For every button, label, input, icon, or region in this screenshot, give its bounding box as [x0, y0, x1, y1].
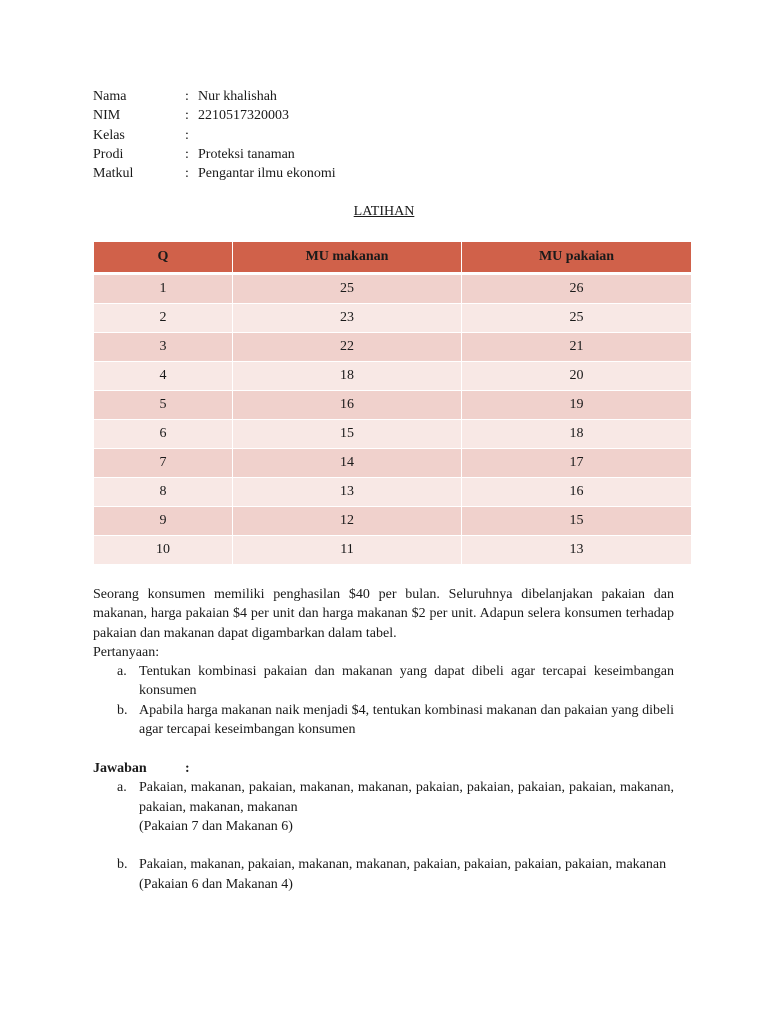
cell-mu-makanan: 25: [233, 274, 462, 304]
identity-label: Prodi: [93, 146, 124, 162]
identity-label: NIM: [93, 108, 121, 124]
cell-mu-makanan: 22: [233, 333, 462, 362]
answer-marker: b.: [117, 857, 128, 873]
identity-block: [93, 87, 336, 183]
cell-mu-makanan: 18: [233, 362, 462, 391]
identity-value: 2210517320003: [198, 108, 289, 124]
questions-label: Pertanyaan:: [93, 644, 160, 660]
table-row: [94, 536, 692, 565]
answer-text: Pakaian, makanan, pakaian, makanan, makanan, pakaian, pakaian, pakaian, pakaian, makanan: [139, 857, 667, 873]
cell-q: 8: [94, 478, 233, 507]
answer-result: (Pakaian 7 dan Makanan 6): [139, 818, 293, 834]
table-row: [94, 507, 692, 536]
header-q: Q: [94, 242, 233, 274]
cell-mu-makanan: 11: [233, 536, 462, 565]
question-item: [93, 662, 674, 701]
cell-mu-makanan: 13: [233, 478, 462, 507]
question-marker: a.: [117, 664, 127, 680]
cell-q: 4: [94, 362, 233, 391]
table-row: [94, 391, 692, 420]
table-row: [94, 333, 692, 362]
cell-mu-pakaian: 15: [462, 507, 692, 536]
problem-section: [93, 585, 674, 739]
question-marker: b.: [117, 702, 128, 718]
cell-mu-makanan: 16: [233, 391, 462, 420]
table-row: [94, 449, 692, 478]
cell-q: 2: [94, 304, 233, 333]
cell-mu-makanan: 12: [233, 507, 462, 536]
identity-colon: :: [185, 166, 189, 182]
identity-row-kelas: [93, 126, 336, 145]
cell-mu-pakaian: 16: [462, 478, 692, 507]
page-title: LATIHAN: [353, 204, 415, 219]
identity-colon: :: [185, 108, 189, 124]
answer-marker: a.: [117, 780, 127, 796]
table-header-row: [94, 242, 692, 274]
answers-section: [93, 759, 674, 894]
header-mu-makanan: MU makanan: [233, 242, 462, 274]
identity-row-nama: [93, 87, 336, 106]
questions-list: [93, 662, 674, 739]
cell-mu-pakaian: 26: [462, 274, 692, 304]
answer-text: Pakaian, makanan, pakaian, makanan, makanan, pakaian, pakaian, pakaian, pakaian, makanan, pakaian, makanan, makanan: [139, 780, 674, 815]
cell-mu-pakaian: 21: [462, 333, 692, 362]
identity-colon: :: [185, 127, 189, 143]
problem-paragraph: Seorang konsumen memiliki penghasilan $40 per bulan. Seluruhnya dibelanjakan pakaian dan makanan, harga pakaian $4 per unit dan harga makanan $2 per unit. Adapun selera konsumen terhadap pakaian dan makanan dapat digambarkan dalam tabel.: [93, 587, 674, 641]
answers-heading: [93, 759, 674, 778]
cell-mu-pakaian: 20: [462, 362, 692, 391]
cell-mu-pakaian: 25: [462, 304, 692, 333]
cell-q: 9: [94, 507, 233, 536]
cell-mu-pakaian: 18: [462, 420, 692, 449]
question-text: Apabila harga makanan naik menjadi $4, tentukan kombinasi makanan dan pakaian yang dibeli agar tercapai keseimbangan konsumen: [139, 702, 674, 738]
identity-value: Nur khalishah: [198, 89, 277, 104]
table-row: [94, 362, 692, 391]
table-row: [94, 420, 692, 449]
identity-label: Matkul: [93, 166, 134, 182]
cell-mu-makanan: 23: [233, 304, 462, 333]
answer-result: (Pakaian 6 dan Makanan 4): [139, 876, 293, 892]
answers-heading-label: Jawaban: [93, 761, 147, 776]
header-mu-pakaian: MU pakaian: [462, 242, 692, 274]
identity-row-matkul: [93, 164, 336, 183]
identity-row-prodi: [93, 145, 336, 164]
cell-mu-pakaian: 19: [462, 391, 692, 420]
table-row: [94, 304, 692, 333]
answer-item: [93, 778, 674, 836]
identity-row-nim: [93, 106, 336, 125]
table-row: [94, 478, 692, 507]
cell-mu-pakaian: 13: [462, 536, 692, 565]
identity-label: Kelas: [93, 127, 125, 143]
answer-item: [93, 855, 674, 894]
cell-mu-makanan: 14: [233, 449, 462, 478]
cell-q: 5: [94, 391, 233, 420]
question-item: [93, 701, 674, 740]
identity-label: Nama: [93, 89, 127, 104]
cell-mu-makanan: 15: [233, 420, 462, 449]
cell-q: 3: [94, 333, 233, 362]
answers-heading-colon: :: [185, 761, 190, 776]
utility-table: [93, 241, 692, 565]
identity-value: Proteksi tanaman: [198, 146, 295, 162]
cell-q: 7: [94, 449, 233, 478]
table-row: [94, 274, 692, 304]
cell-q: 1: [94, 274, 233, 304]
question-text: Tentukan kombinasi pakaian dan makanan yang dapat dibeli agar tercapai keseimbangan konsumen: [139, 664, 674, 699]
identity-colon: :: [185, 146, 189, 162]
identity-colon: :: [185, 89, 189, 104]
cell-q: 10: [94, 536, 233, 565]
cell-mu-pakaian: 17: [462, 449, 692, 478]
identity-value: Pengantar ilmu ekonomi: [198, 166, 336, 182]
cell-q: 6: [94, 420, 233, 449]
